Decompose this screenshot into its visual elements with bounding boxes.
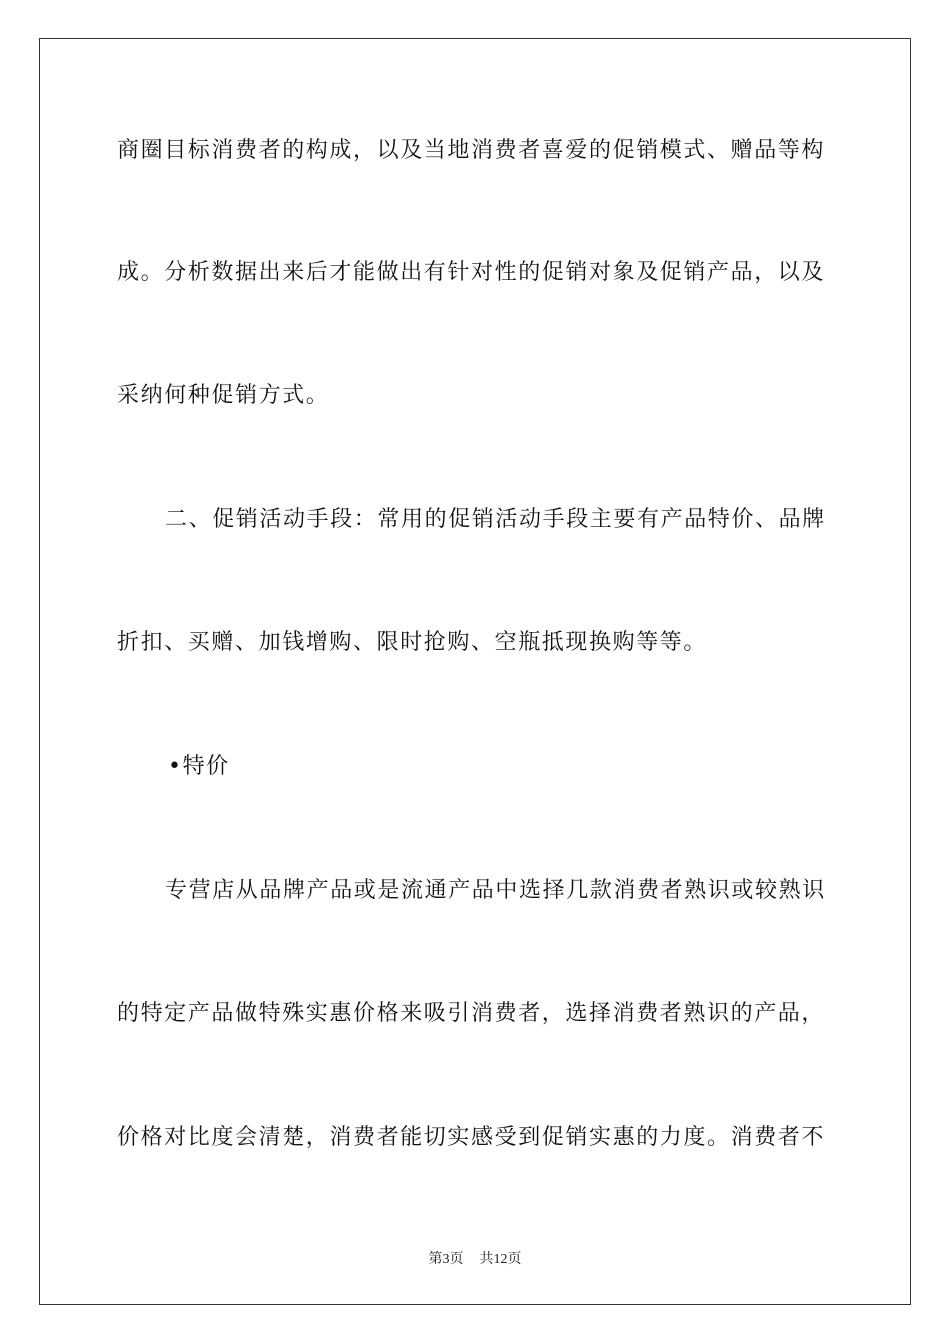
body-text-line: 采纳何种促销方式。 bbox=[117, 383, 330, 408]
total-pages: 共12页 bbox=[479, 1252, 522, 1267]
page-frame bbox=[39, 38, 911, 1305]
page-footer bbox=[0, 1248, 950, 1268]
body-text-line: 折扣、买赠、加钱增购、限时抢购、空瓶抵现换购等等。 bbox=[117, 630, 708, 655]
body-text-line: 专营店从品牌产品或是流通产品中选择几款消费者熟识或较熟识 bbox=[165, 878, 826, 903]
body-text-line: 商圈目标消费者的构成，以及当地消费者喜爱的促销模式、赠品等构 bbox=[117, 138, 826, 163]
page-number: 第3页 bbox=[428, 1252, 464, 1267]
bullet-item: •特价 bbox=[168, 754, 230, 779]
body-text-line: 的特定产品做特殊实惠价格来吸引消费者，选择消费者熟识的产品， bbox=[117, 1001, 826, 1026]
section-heading-line: 二、促销活动手段：常用的促销活动手段主要有产品特价、品牌 bbox=[165, 507, 826, 532]
body-text-line: 价格对比度会清楚，消费者能切实感受到促销实惠的力度。消费者不 bbox=[117, 1125, 826, 1150]
body-text-line: 成。分析数据出来后才能做出有针对性的促销对象及促销产品，以及 bbox=[117, 260, 826, 285]
